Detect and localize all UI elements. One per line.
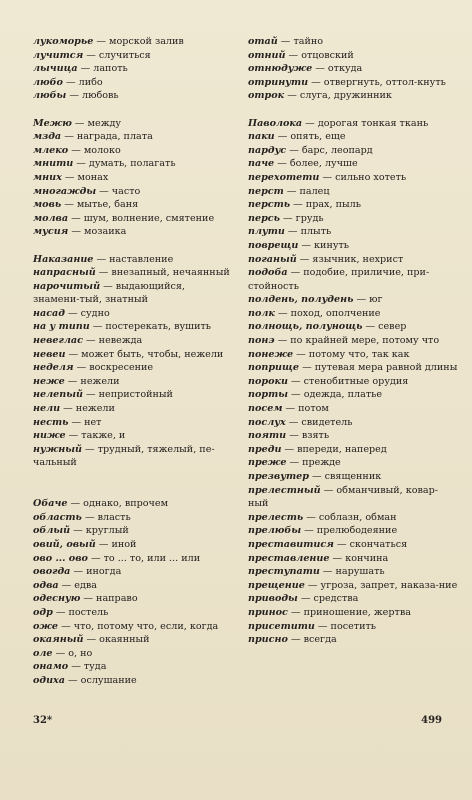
dictionary-entry (33, 225, 233, 239)
entry-definition: — выдающийся, знамени-тый, знатный (33, 280, 185, 306)
dictionary-entry (33, 307, 233, 321)
entry-definition: — внезапный, нечаянный (95, 267, 230, 279)
entry-term: преди (248, 443, 282, 455)
entry-term: пардус (248, 144, 287, 156)
entry-definition: — прежде (286, 457, 341, 469)
entry-definition: — кончина (329, 552, 389, 564)
entry-definition: — слуга, дружинник (284, 90, 392, 102)
entry-term: паче (248, 158, 275, 170)
entry-term: Межю (33, 117, 72, 129)
dictionary-entry (248, 185, 458, 199)
entry-term: персть (248, 199, 291, 211)
entry-definition: — постерекать, вушить (89, 321, 211, 333)
entry-term: поганый (248, 253, 297, 265)
entry-term: нелепый (33, 389, 83, 401)
dictionary-entry (33, 620, 233, 634)
entry-term: посем (248, 403, 283, 415)
entry-term: оже (33, 620, 59, 632)
dictionary-entry (248, 443, 458, 457)
dictionary-entry (33, 388, 233, 402)
dictionary-entry (248, 456, 458, 470)
entry-term: многажды (33, 185, 97, 197)
dictionary-entry (248, 511, 458, 525)
entry-definition: — всегда (287, 634, 337, 646)
entry-term: полдень, полудень (248, 294, 354, 306)
dictionary-entry (33, 76, 233, 90)
entry-definition: — дорогая тонкая ткань (302, 117, 429, 129)
dictionary-entry (248, 144, 458, 158)
entry-definition: — язычник, нехрист (296, 253, 404, 265)
section-gap (33, 239, 233, 253)
entry-definition: — взять (286, 430, 330, 442)
entry-definition: — воскресение (73, 362, 154, 374)
entry-term: овий, овый (33, 538, 96, 550)
dictionary-entry (248, 565, 458, 579)
entry-definition: — награда, плата (61, 131, 153, 143)
entry-definition: — молоко (68, 144, 121, 156)
entry-term: одесную (33, 593, 81, 605)
entry-term: персь (248, 212, 280, 224)
dictionary-entry (33, 606, 233, 620)
dictionary-entry (33, 320, 233, 334)
dictionary-entry (33, 171, 233, 185)
section-gap (33, 470, 233, 484)
entry-definition: — мытье, баня (61, 199, 139, 211)
entry-definition: — стенобитные орудия (287, 375, 409, 387)
entry-definition: — нарушать (319, 566, 385, 578)
dictionary-entry (248, 225, 458, 239)
entry-term: прелесть (248, 511, 304, 523)
dictionary-entry (33, 552, 233, 566)
entry-term: млеко (33, 144, 69, 156)
dictionary-entry (33, 280, 233, 307)
dictionary-entry (33, 511, 233, 525)
dictionary-entry (33, 348, 233, 362)
dictionary-entry (248, 620, 458, 634)
dictionary-entry (33, 117, 233, 131)
dictionary-entry (248, 402, 458, 416)
dictionary-entry (33, 538, 233, 552)
dictionary-entry (248, 212, 458, 226)
entry-term: полнощь, полунощь (248, 321, 363, 333)
entry-definition: — прелюбодеяние (301, 525, 398, 537)
entry-term: понеже (248, 348, 294, 360)
dictionary-entry (248, 633, 458, 647)
entry-term: невеи (33, 348, 66, 360)
dictionary-entry (248, 35, 458, 49)
entry-term: паки (248, 131, 275, 143)
entry-term: поврещи (248, 239, 299, 251)
dictionary-entry (33, 524, 233, 538)
entry-definition: — нет (68, 416, 102, 428)
entry-definition: — судно (64, 307, 110, 319)
dictionary-entry (248, 579, 458, 593)
entry-term: одва (33, 579, 59, 591)
entry-definition: — нежели (60, 403, 115, 415)
dictionary-entry (248, 320, 458, 334)
dictionary-entry (248, 361, 458, 375)
entry-definition: — любовь (66, 90, 119, 102)
entry-definition: — постель (52, 606, 109, 618)
entry-term: Паволока (248, 117, 303, 129)
dictionary-entry (248, 606, 458, 620)
dictionary-entry (33, 361, 233, 375)
entry-definition: — думать, полагать (73, 158, 176, 170)
entry-definition: — обманчивый, ковар-ный (248, 484, 439, 510)
dictionary-entry (248, 334, 458, 348)
entry-term: ово ... ово (33, 552, 88, 564)
entry-term: презвутер (248, 471, 309, 482)
section-gap (33, 103, 233, 117)
dictionary-entry (248, 76, 458, 90)
entry-term: одр (33, 606, 53, 618)
entry-definition: — то ... то, или ... или (87, 552, 201, 564)
dictionary-entry (33, 647, 233, 661)
entry-term: плути (248, 226, 285, 238)
dictionary-entry (248, 130, 458, 144)
entry-definition: — свидетель (285, 416, 353, 428)
entry-term: мовь (33, 199, 62, 211)
entry-definition: — морской залив (93, 36, 184, 47)
entry-definition: — однако, впрочем (67, 498, 169, 510)
entry-definition: — шум, волнение, смятение (68, 212, 215, 224)
entry-definition: — приношение, жертва (287, 606, 411, 618)
entry-definition: — скончаться (333, 538, 408, 550)
dictionary-entry (33, 375, 233, 389)
entry-term: любо (33, 76, 63, 88)
dictionary-entry (248, 293, 458, 307)
dictionary-entry (248, 171, 458, 185)
entry-term: несть (33, 416, 69, 428)
entry-term: прелюбы (248, 525, 302, 537)
entry-definition: — потому что, так как (293, 348, 410, 360)
entry-term: перехотети (248, 171, 320, 183)
section-gap (248, 103, 458, 117)
dictionary-entry (248, 375, 458, 389)
entry-definition: — поход, ополчение (274, 307, 381, 319)
entry-term: пороки (248, 375, 288, 387)
entry-term: преступати (248, 566, 320, 578)
dictionary-entry (248, 429, 458, 443)
entry-term: ниже (33, 430, 66, 442)
entry-definition: — власть (81, 511, 131, 523)
dictionary-entry (248, 416, 458, 430)
entry-definition: — путевая мера равной длины (299, 362, 458, 374)
entry-definition: — туда (68, 661, 107, 673)
entry-term: отай (248, 36, 278, 47)
entry-term: присно (248, 634, 288, 646)
entry-definition: — палец (283, 185, 330, 197)
dictionary-entry (33, 497, 233, 511)
dictionary-entry (248, 198, 458, 212)
dictionary-entry (33, 212, 233, 226)
entry-definition: — угроза, запрет, наказа-ние (304, 579, 458, 591)
dictionary-entry (33, 674, 233, 688)
dictionary-entry (248, 552, 458, 566)
entry-term: напрасный (33, 267, 96, 279)
entry-term: мзда (33, 131, 62, 143)
dictionary-entry (33, 592, 233, 606)
entry-term: одиха (33, 674, 65, 686)
entry-definition: — между (71, 117, 122, 129)
entry-term: понэ (248, 335, 275, 347)
entry-definition: — иной (95, 538, 137, 550)
entry-term: молва (33, 212, 69, 224)
dictionary-entry (248, 484, 458, 511)
dictionary-entry (248, 470, 458, 484)
entry-definition: — одежда, платье (288, 389, 383, 401)
entry-term: мних (33, 171, 62, 183)
entry-definition: — сильно хотеть (319, 171, 407, 183)
dictionary-entry (33, 579, 233, 593)
entry-definition: — юг (353, 294, 383, 306)
dictionary-entry (33, 49, 233, 63)
entry-term: преставитися (248, 538, 334, 550)
entry-term: поприще (248, 362, 300, 374)
entry-term: принос (248, 606, 288, 618)
entry-definition: — грудь (279, 212, 324, 224)
dictionary-entry (33, 334, 233, 348)
entry-definition: — нежели (64, 375, 120, 387)
dictionary-entry (33, 565, 233, 579)
entry-term: нужный (33, 443, 82, 455)
entry-definition: — может быть, чтобы, нежели (65, 348, 224, 360)
entry-definition: — монах (61, 171, 109, 183)
entry-term: прелестный (248, 484, 321, 496)
dictionary-entry (248, 253, 458, 267)
entry-definition: — направо (80, 593, 138, 605)
entry-term: лычица (33, 63, 78, 75)
dictionary-entry (33, 266, 233, 280)
dictionary-entry (33, 443, 233, 470)
dictionary-entry (33, 660, 233, 674)
entry-term: отнюдуже (248, 63, 313, 75)
entry-definition: — тайно (277, 36, 324, 47)
entry-term: отринути (248, 76, 309, 88)
entry-term: перст (248, 185, 284, 197)
entry-definition: — священник (308, 471, 382, 482)
dictionary-entry (33, 185, 233, 199)
entry-definition: — отвергнуть, оттол-кнуть (308, 76, 446, 88)
entry-definition: — наставление (93, 253, 174, 265)
entry-term: мусия (33, 226, 69, 238)
entry-term: прещение (248, 579, 305, 591)
entry-definition: — едва (58, 579, 97, 591)
entry-term: подоба (248, 267, 288, 279)
dictionary-entry (248, 592, 458, 606)
entry-definition: — отцовский (285, 49, 354, 61)
dictionary-entry (248, 266, 458, 293)
entry-definition: — соблазн, обман (303, 511, 397, 523)
page-number-left: 32* (33, 715, 53, 726)
entry-definition: — либо (62, 76, 103, 88)
entry-term: мнити (33, 158, 74, 170)
entry-definition: — лапоть (77, 63, 128, 75)
entry-definition: — кинуть (298, 239, 350, 251)
entry-definition: — что, потому что, если, когда (58, 620, 219, 632)
entry-definition: — окаянный (83, 634, 150, 646)
entry-term: присетити (248, 620, 315, 632)
dictionary-entry (248, 538, 458, 552)
dictionary-entry (248, 524, 458, 538)
dictionary-entry (248, 62, 458, 76)
entry-definition: — невежда (82, 335, 143, 347)
entry-definition: — случиться (83, 49, 151, 61)
entry-definition: — посетить (314, 620, 377, 632)
entry-definition: — подобие, приличие, при-стойность (248, 267, 430, 292)
dictionary-entry (248, 157, 458, 171)
dictionary-entry (33, 402, 233, 416)
entry-term: Наказание (33, 253, 94, 265)
entry-definition: — трудный, тяжелый, пе-чальный (33, 443, 215, 469)
entry-definition: — также, и (65, 430, 126, 442)
dictionary-entry (33, 429, 233, 443)
entry-definition: — ослушание (64, 674, 137, 686)
entry-term: овогда (33, 566, 71, 578)
dictionary-entry (248, 49, 458, 63)
entry-term: на у типи (33, 321, 90, 333)
entry-term: неже (33, 375, 65, 387)
right-column (248, 35, 458, 647)
dictionary-entry (33, 144, 233, 158)
entry-term: оле (33, 647, 53, 659)
entry-term: невеглас (33, 335, 83, 347)
entry-term: пояти (248, 430, 287, 442)
entry-definition: — часто (96, 185, 141, 197)
left-column (33, 35, 233, 688)
entry-definition: — впереди, наперед (281, 443, 387, 455)
entry-term: полк (248, 307, 275, 319)
entry-definition: — круглый (70, 525, 129, 537)
entry-term: онамо (33, 661, 69, 673)
entry-term: послух (248, 416, 286, 428)
entry-term: нели (33, 403, 61, 415)
entry-definition: — откуда (312, 63, 363, 75)
dictionary-entry (33, 253, 233, 267)
dictionary-entry (248, 239, 458, 253)
entry-definition: — потом (282, 403, 329, 415)
dictionary-entry (248, 388, 458, 402)
section-gap (33, 484, 233, 498)
entry-definition: — прах, пыль (290, 199, 361, 211)
entry-term: порты (248, 389, 288, 401)
entry-definition: — плыть (284, 226, 332, 238)
page-number-right: 499 (421, 715, 442, 726)
dictionary-entry (248, 117, 458, 131)
entry-term: преставление (248, 552, 330, 564)
dictionary-entry (33, 89, 233, 103)
dictionary-entry (33, 416, 233, 430)
dictionary-entry (33, 35, 233, 49)
entry-definition: — средства (297, 593, 359, 605)
entry-definition: — север (362, 321, 407, 333)
entry-term: преже (248, 457, 287, 469)
entry-definition: — иногда (70, 566, 122, 578)
entry-term: область (33, 511, 82, 523)
entry-definition: — более, лучше (274, 158, 358, 170)
entry-definition: — о, но (52, 647, 93, 659)
entry-term: нарочитый (33, 280, 101, 292)
entry-term: лукоморье (33, 36, 94, 47)
dictionary-entry (33, 130, 233, 144)
dictionary-entry (33, 198, 233, 212)
entry-term: лучится (33, 49, 84, 61)
dictionary-entry (33, 62, 233, 76)
entry-term: насад (33, 307, 65, 319)
dictionary-entry (33, 157, 233, 171)
entry-term: любы (33, 90, 67, 102)
entry-term: отрок (248, 90, 285, 102)
dictionary-entry (33, 633, 233, 647)
entry-term: облый (33, 525, 71, 537)
entry-term: окаяный (33, 634, 84, 646)
dictionary-entry (248, 89, 458, 103)
entry-term: Обаче (33, 498, 68, 510)
entry-definition: — по крайней мере, потому что (274, 335, 440, 347)
entry-definition: — мозаика (68, 226, 127, 238)
dictionary-entry (248, 348, 458, 362)
entry-definition: — барс, леопард (286, 144, 373, 156)
entry-term: приводы (248, 593, 298, 605)
entry-definition: — опять, еще (274, 131, 346, 143)
entry-term: неделя (33, 362, 74, 374)
entry-term: отний (248, 49, 286, 61)
entry-definition: — непристойный (82, 389, 173, 401)
dictionary-entry (248, 307, 458, 321)
